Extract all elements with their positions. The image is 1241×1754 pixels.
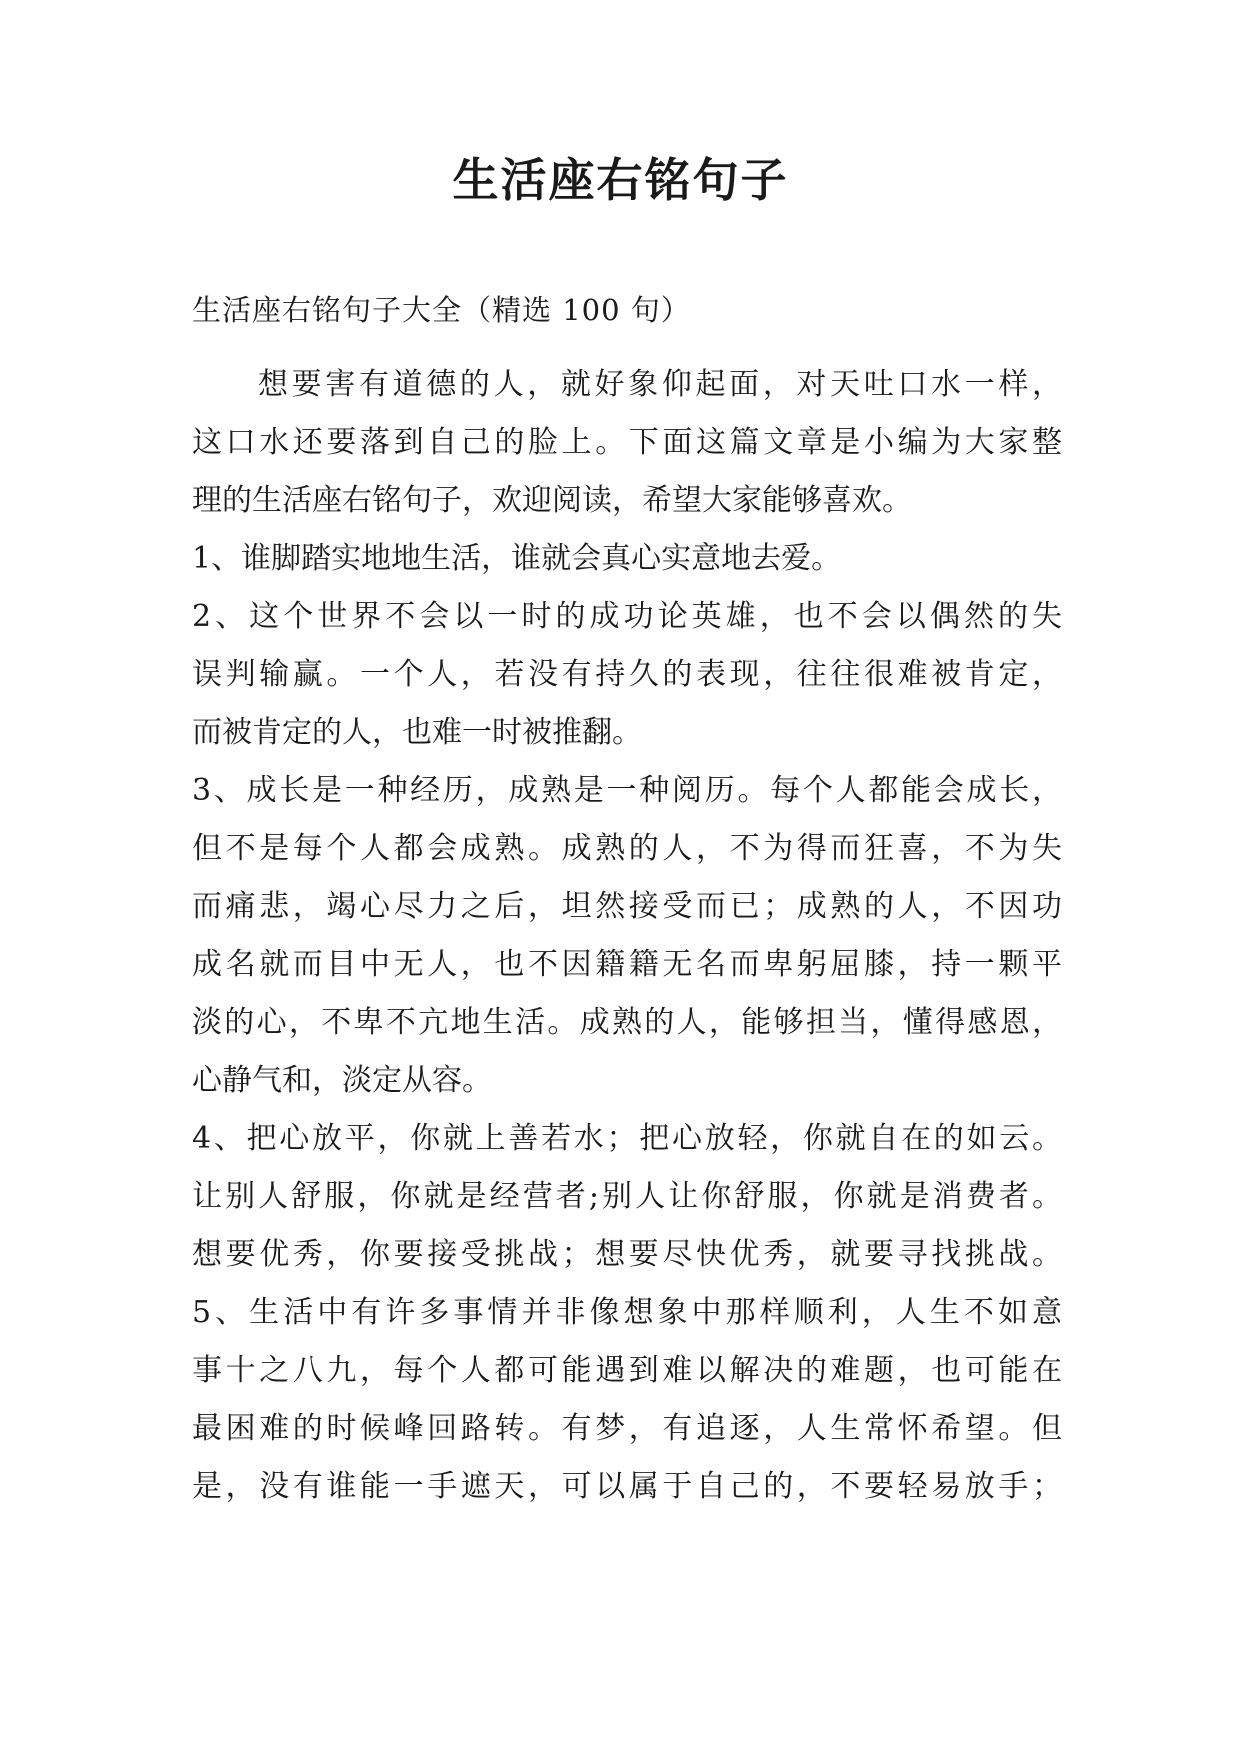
paragraph-line: 误判输赢。一个人，若没有持久的表现，往往很难被肯定， — [192, 657, 1062, 692]
paragraph-line: 最困难的时候峰回路转。有梦，有追逐，人生常怀希望。但 — [192, 1411, 1062, 1446]
paragraph-line: 4、把心放平，你就上善若水；把心放轻，你就自在的如云。 — [192, 1121, 1062, 1156]
paragraph-line: 但不是每个人都会成熟。成熟的人，不为得而狂喜，不为失 — [192, 831, 1062, 866]
paragraph-line: 而痛悲，竭心尽力之后，坦然接受而已；成熟的人，不因功 — [192, 889, 1062, 924]
paragraph-line: 是，没有谁能一手遮天，可以属于自己的，不要轻易放手； — [192, 1469, 1062, 1504]
paragraph-line: 而被肯定的人，也难一时被推翻。 — [192, 715, 642, 750]
document-subtitle: 生活座右铭句子大全（精选 100 句） — [192, 293, 691, 327]
paragraph-line: 淡的心，不卑不亢地生活。成熟的人，能够担当，懂得感恩， — [192, 1005, 1062, 1040]
paragraph-line: 想要害有道德的人，就好象仰起面，对天吐口水一样， — [258, 367, 1062, 402]
paragraph-line: 这口水还要落到自己的脸上。下面这篇文章是小编为大家整 — [192, 425, 1062, 460]
paragraph-line: 理的生活座右铭句子，欢迎阅读，希望大家能够喜欢。 — [192, 483, 912, 518]
paragraph-line: 心静气和，淡定从容。 — [192, 1063, 492, 1098]
paragraph-line: 2、这个世界不会以一时的成功论英雄，也不会以偶然的失 — [192, 599, 1062, 634]
paragraph-line: 想要优秀，你要接受挑战；想要尽快优秀，就要寻找挑战。 — [192, 1237, 1062, 1272]
paragraph-line: 3、成长是一种经历，成熟是一种阅历。每个人都能会成长， — [192, 773, 1062, 808]
paragraph-line: 5、生活中有许多事情并非像想象中那样顺利，人生不如意 — [192, 1295, 1062, 1330]
paragraph-line: 1、谁脚踏实地地生活，谁就会真心实意地去爱。 — [192, 541, 842, 576]
paragraph-line: 成名就而目中无人，也不因籍籍无名而卑躬屈膝，持一颗平 — [192, 947, 1062, 982]
document-title: 生活座右铭句子 — [452, 153, 789, 207]
paragraph-line: 让别人舒服，你就是经营者;别人让你舒服，你就是消费者。 — [192, 1179, 1062, 1214]
paragraph-line: 事十之八九，每个人都可能遇到难以解决的难题，也可能在 — [192, 1353, 1062, 1388]
